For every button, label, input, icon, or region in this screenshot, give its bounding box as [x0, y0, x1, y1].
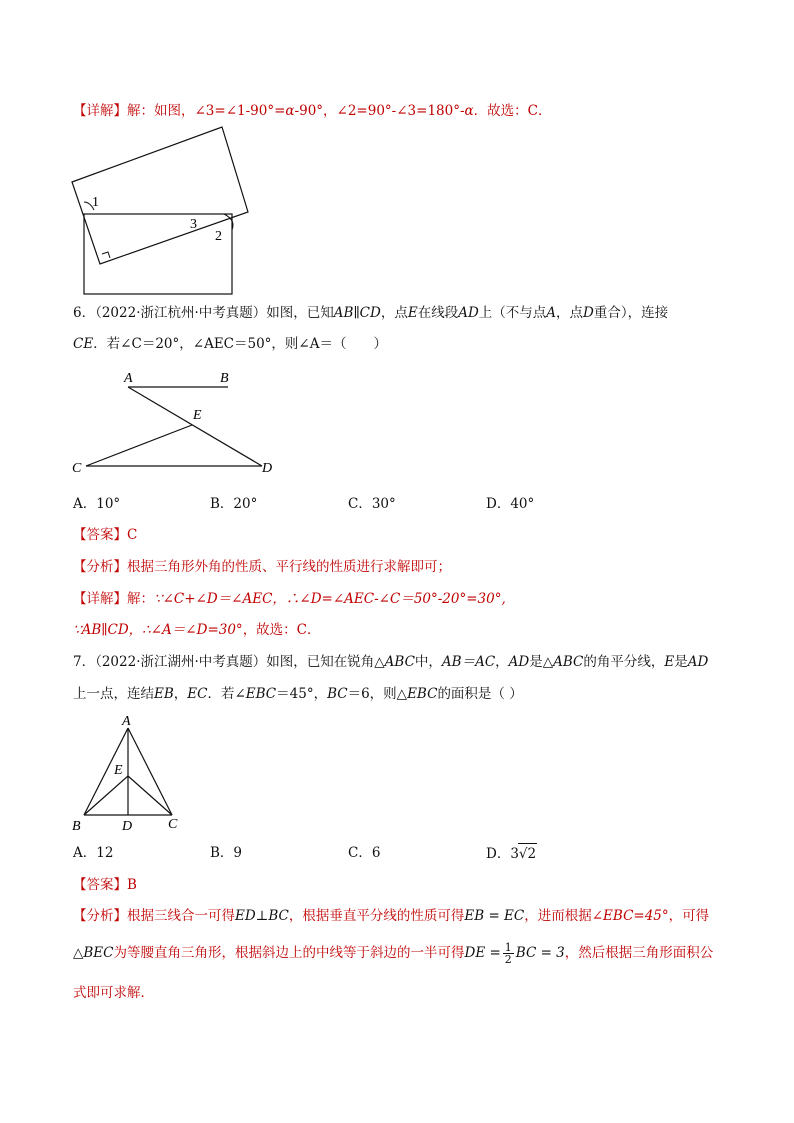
fraction-one-half: $\frac{1}{2}$: [504, 941, 512, 966]
q5-label-3: 3: [190, 217, 197, 232]
q6-label-b: B: [220, 371, 229, 386]
q6-option-d: D．40°: [486, 496, 535, 512]
q6-answer: 【答案】C: [73, 527, 138, 543]
q7-label-a: A: [122, 714, 131, 729]
q6-label-d: D: [262, 461, 273, 476]
q6-option-b: B．20°: [210, 496, 258, 512]
q7-option-d: D．3√2: [486, 843, 537, 864]
q7-label-c: C: [168, 817, 178, 832]
q7-label-e: E: [114, 763, 123, 778]
q7-option-c: C．6: [348, 845, 381, 861]
q7-analysis-line2: △BEC为等腰直角三角形，根据斜边上的中线等于斜边的一半可得DE = $\frac{1}{2}$ BC = 3，然后根据三角形面积公: [73, 941, 714, 966]
q7-label-b: B: [72, 819, 81, 834]
q7-option-a: A．12: [73, 845, 114, 861]
q5-right-angle-mark: [102, 252, 110, 258]
q7-figure: [66, 710, 196, 836]
q6-detail-line2: ∵AB∥CD，∴∠A＝∠D=30°，故选：C．: [73, 622, 321, 638]
q6-figure: [66, 366, 286, 480]
q7-stem-line2: 上一点，连结EB，EC．若∠EBC＝45°，BC＝6，则△EBC的面积是（ ）: [73, 686, 523, 702]
q7-analysis-line3: 式即可求解．: [73, 985, 154, 1001]
q7-option-b: B．9: [210, 845, 243, 861]
q7-stem-line1: 7．（2022·浙江湖州·中考真题）如图，已知在锐角△ABC中，AB＝AC，AD是△ABC的角平分线，E是AD: [73, 654, 709, 670]
q7-label-d: D: [122, 819, 133, 834]
q6-option-a: A．10°: [73, 496, 121, 512]
q6-analysis: 【分析】根据三角形外角的性质、平行线的性质进行求解即可；: [73, 559, 451, 575]
q6-label-a: A: [124, 371, 133, 386]
q6-stem-line2: CE．若∠C＝20°，∠AEC＝50°，则∠A＝（ ）: [73, 336, 387, 352]
q6-stem-line1: 6．（2022·浙江杭州·中考真题）如图，已知AB∥CD，点E在线段AD上（不与点A，点D重合），连接: [73, 305, 669, 321]
q7-segment-eb: [84, 776, 128, 815]
q7-answer: 【答案】B: [73, 877, 137, 893]
q7-analysis-line1: 【分析】根据三线合一可得ED⊥BC，根据垂直平分线的性质可得EB = EC，进而根据∠EBC=45°，可得: [73, 908, 710, 924]
q5-figure: [66, 120, 256, 300]
q6-label-e: E: [193, 408, 202, 423]
option-d-coefficient: 3: [510, 846, 519, 862]
q6-detail-line1: 【详解】解：∵∠C+∠D＝∠AEC，∴∠D=∠AEC-∠C＝50°-20°=30°,: [73, 591, 506, 607]
q5-detail: 【详解】解：如图，∠3=∠1-90°=α-90°，∠2=90°-∠3=180°-α．故选：C．: [73, 103, 552, 119]
q6-label-c: C: [72, 461, 82, 476]
option-d-radical: √2: [518, 843, 537, 864]
q7-segment-ec: [128, 776, 172, 815]
q6-option-c: C．30°: [348, 496, 396, 512]
q7-segment-ac: [128, 728, 172, 815]
q6-segment-ad: [128, 387, 262, 466]
q5-label-1: 1: [92, 195, 99, 210]
q5-label-2: 2: [215, 229, 222, 244]
q6-segment-ce: [86, 425, 192, 466]
detail-tag: 【详解】: [73, 103, 127, 119]
